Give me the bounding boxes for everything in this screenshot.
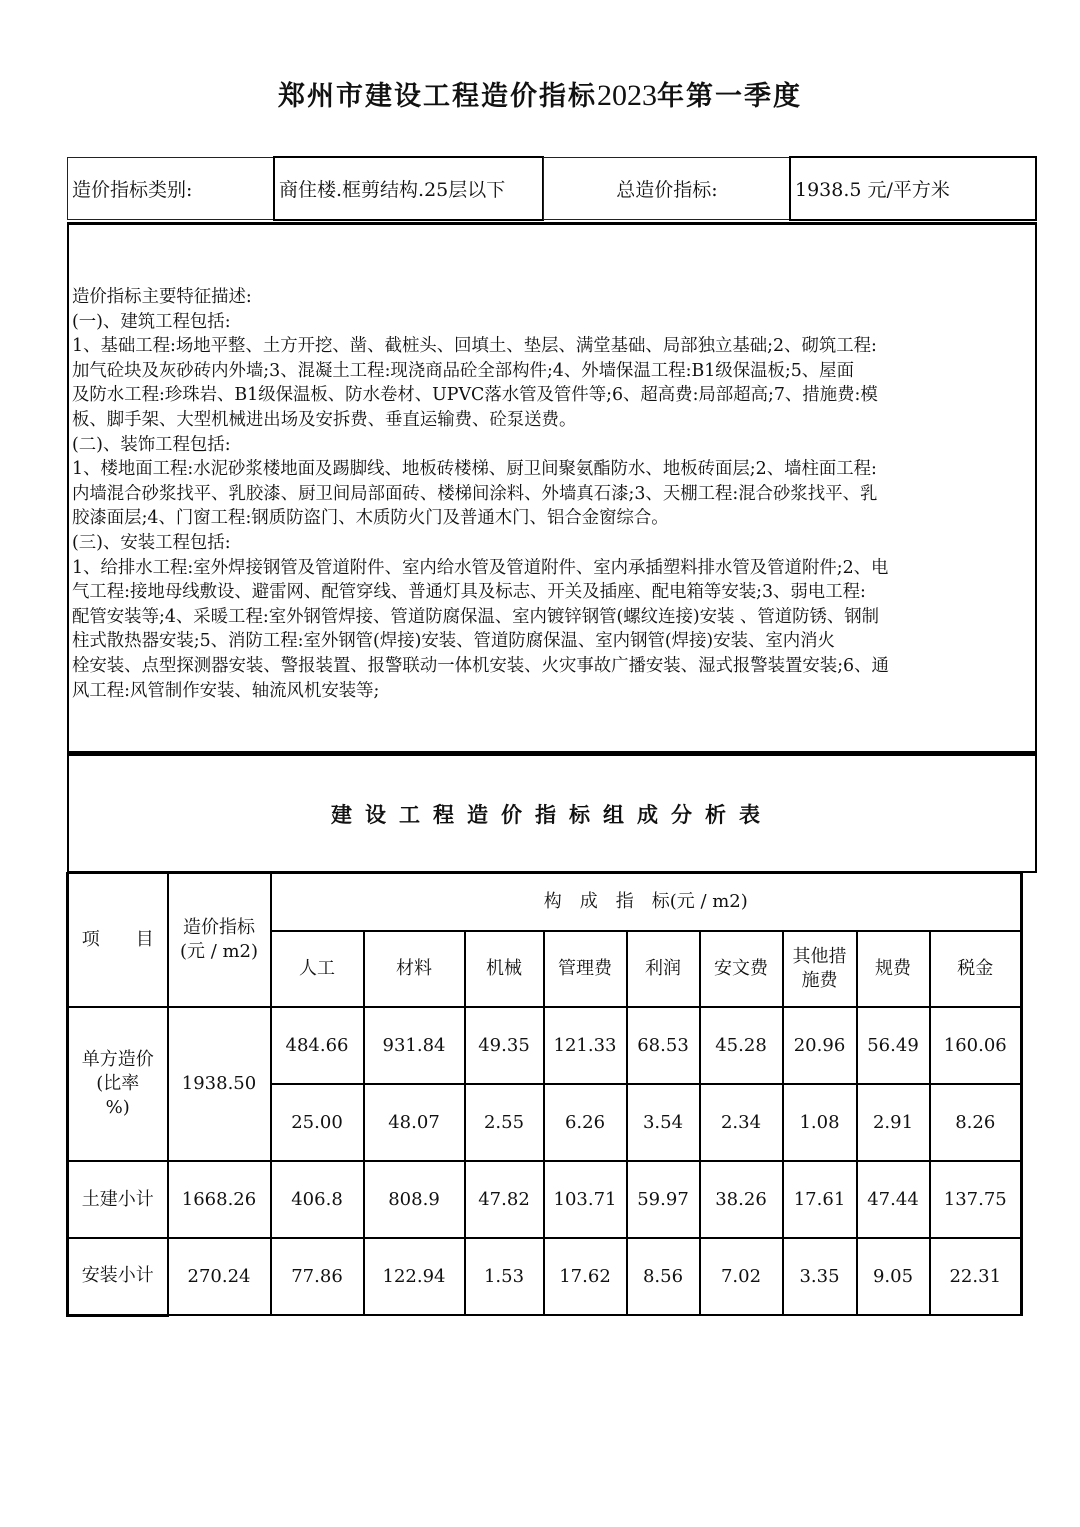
column-header-tax: 税金	[930, 931, 1022, 1007]
table-cell: 20.96	[783, 1007, 857, 1084]
table-cell: 1.53	[465, 1238, 544, 1315]
row-label-line: 单方造价	[81, 1049, 154, 1070]
table-cell: 122.94	[364, 1238, 465, 1315]
cost-composition-table	[66, 872, 1023, 1317]
table-cell: 38.26	[700, 1161, 783, 1238]
ratio-cell: 8.26	[930, 1084, 1022, 1161]
column-header-labor: 人工	[271, 931, 364, 1007]
table-cell: 22.31	[930, 1238, 1022, 1315]
table-cell: 121.33	[544, 1007, 627, 1084]
total-value: 1938.5 元/平方米	[789, 156, 1037, 221]
table-cell: 56.49	[857, 1007, 930, 1084]
table-cell: 49.35	[465, 1007, 544, 1084]
description-line: (三)、安装工程包括:	[72, 532, 231, 553]
table-cell: 808.9	[364, 1161, 465, 1238]
header-composition: 构 成 指 标(元 / m2)	[271, 873, 1022, 931]
column-header-materials: 材料	[364, 931, 465, 1007]
title-year: 2023	[597, 79, 657, 112]
table-cell: 68.53	[627, 1007, 700, 1084]
column-header-other-measures: 其他措施费	[783, 931, 857, 1007]
description-line: 板、脚手架、大型机械进出场及安拆费、垂直运输费、砼泵送费。	[72, 409, 577, 430]
table-cell: 47.82	[465, 1161, 544, 1238]
description-line: 1、楼地面工程:水泥砂浆楼地面及踢脚线、地板砖楼梯、厨卫间聚氨酯防水、地板砖面层;2、墙柱面工程:	[72, 459, 877, 480]
header-cost-index	[168, 873, 271, 1007]
ratio-cell: 48.07	[364, 1084, 465, 1161]
description-line: 风工程:风管制作安装、轴流风机安装等;	[72, 680, 380, 701]
title-suffix: 年第一季度	[657, 81, 802, 112]
ratio-cell: 2.55	[465, 1084, 544, 1161]
table-cell: 484.66	[271, 1007, 364, 1084]
table-cell: 3.35	[783, 1238, 857, 1315]
install-subtotal-total: 270.24	[168, 1238, 271, 1315]
description-line: 加气砼块及灰砂砖内外墙;3、混凝土工程:现浇商品砼全部构件;4、外墙保温工程:B1级保温板;5、屋面	[72, 360, 854, 381]
table-cell: 45.28	[700, 1007, 783, 1084]
column-header-machinery: 机械	[465, 931, 544, 1007]
ratio-cell: 1.08	[783, 1084, 857, 1161]
description-line: (一)、建筑工程包括:	[72, 311, 231, 332]
ratio-cell: 6.26	[544, 1084, 627, 1161]
description-line: 造价指标主要特征描述:	[72, 287, 252, 307]
table-cell: 160.06	[930, 1007, 1022, 1084]
description-line: 1、基础工程:场地平整、土方开挖、凿、截桩头、回填土、垫层、满堂基础、局部独立基础;2、砌筑工程:	[72, 336, 877, 357]
category-label: 造价指标类别:	[67, 157, 275, 220]
table-cell: 77.86	[271, 1238, 364, 1315]
feature-description	[67, 222, 1037, 753]
table-cell: 47.44	[857, 1161, 930, 1238]
column-header-statutory-fees: 规费	[857, 931, 930, 1007]
table-cell: 103.71	[544, 1161, 627, 1238]
table-cell: 59.97	[627, 1161, 700, 1238]
header-cost-index-line2: (元 / m2)	[179, 941, 259, 962]
header-cost-index-line1: 造价指标	[183, 917, 255, 938]
description-line: 气工程:接地母线敷设、避雷网、配管穿线、普通灯具及标志、开关及插座、配电箱等安装;3、弱电工程:	[72, 582, 866, 603]
table-caption: 建设工程造价指标组成分析表	[67, 753, 1037, 873]
table-cell: 17.62	[544, 1238, 627, 1315]
table-cell: 8.56	[627, 1238, 700, 1315]
row-label-line: (比率	[96, 1073, 140, 1094]
ratio-cell: 25.00	[271, 1084, 364, 1161]
description-line: 配管安装等;4、采暖工程:室外钢管焊接、管道防腐保温、室内镀锌钢管(螺纹连接)安装 、管道防锈、钢制	[72, 606, 880, 627]
total-label: 总造价指标:	[543, 157, 791, 220]
row-label-line: %)	[105, 1097, 130, 1118]
row-label-install-subtotal: 安装小计	[68, 1238, 168, 1315]
civil-subtotal-total: 1668.26	[168, 1161, 271, 1238]
description-line: (二)、装饰工程包括:	[72, 434, 231, 455]
table-cell: 17.61	[783, 1161, 857, 1238]
description-line: 栓安装、点型探测器安装、警报装置、报警联动一体机安装、火灾事故广播安装、湿式报警装置安装;6、通	[72, 655, 889, 676]
category-value: 商住楼.框剪结构.25层以下	[273, 156, 544, 221]
description-text	[72, 285, 1032, 703]
info-row	[67, 157, 1037, 222]
table-cell: 137.75	[930, 1161, 1022, 1238]
table-cell: 406.8	[271, 1161, 364, 1238]
description-line: 柱式散热器安装;5、消防工程:室外钢管(焊接)安装、管道防腐保温、室内钢管(焊接)安装、室内消火	[72, 631, 835, 652]
row-label-civil-subtotal: 土建小计	[68, 1161, 168, 1238]
row-label-unit-cost	[68, 1007, 168, 1161]
ratio-cell: 2.34	[700, 1084, 783, 1161]
description-line: 及防水工程:珍珠岩、B1级保温板、防水卷材、UPVC落水管及管件等;6、超高费:局部超高;7、措施费:模	[72, 385, 878, 406]
table-cell: 9.05	[857, 1238, 930, 1315]
ratio-cell: 2.91	[857, 1084, 930, 1161]
unit-cost-total: 1938.50	[168, 1007, 271, 1161]
page-title	[0, 74, 1080, 113]
column-header-management-fee: 管理费	[544, 931, 627, 1007]
column-header-safety-fee: 安文费	[700, 931, 783, 1007]
column-header-profit: 利润	[627, 931, 700, 1007]
title-prefix: 郑州市建设工程造价指标	[278, 81, 597, 112]
ratio-cell: 3.54	[627, 1084, 700, 1161]
header-item: 项 目	[68, 873, 168, 1007]
description-line: 1、给排水工程:室外焊接钢管及管道附件、室内给水管及管道附件、室内承插塑料排水管及管道附件;2、电	[72, 557, 889, 578]
table-cell: 7.02	[700, 1238, 783, 1315]
table-cell: 931.84	[364, 1007, 465, 1084]
description-line: 内墙混合砂浆找平、乳胶漆、厨卫间局部面砖、楼梯间涂料、外墙真石漆;3、天棚工程:混合砂浆找平、乳	[72, 483, 878, 504]
description-line: 胶漆面层;4、门窗工程:钢质防盗门、木质防火门及普通木门、铝合金窗综合。	[72, 508, 669, 529]
